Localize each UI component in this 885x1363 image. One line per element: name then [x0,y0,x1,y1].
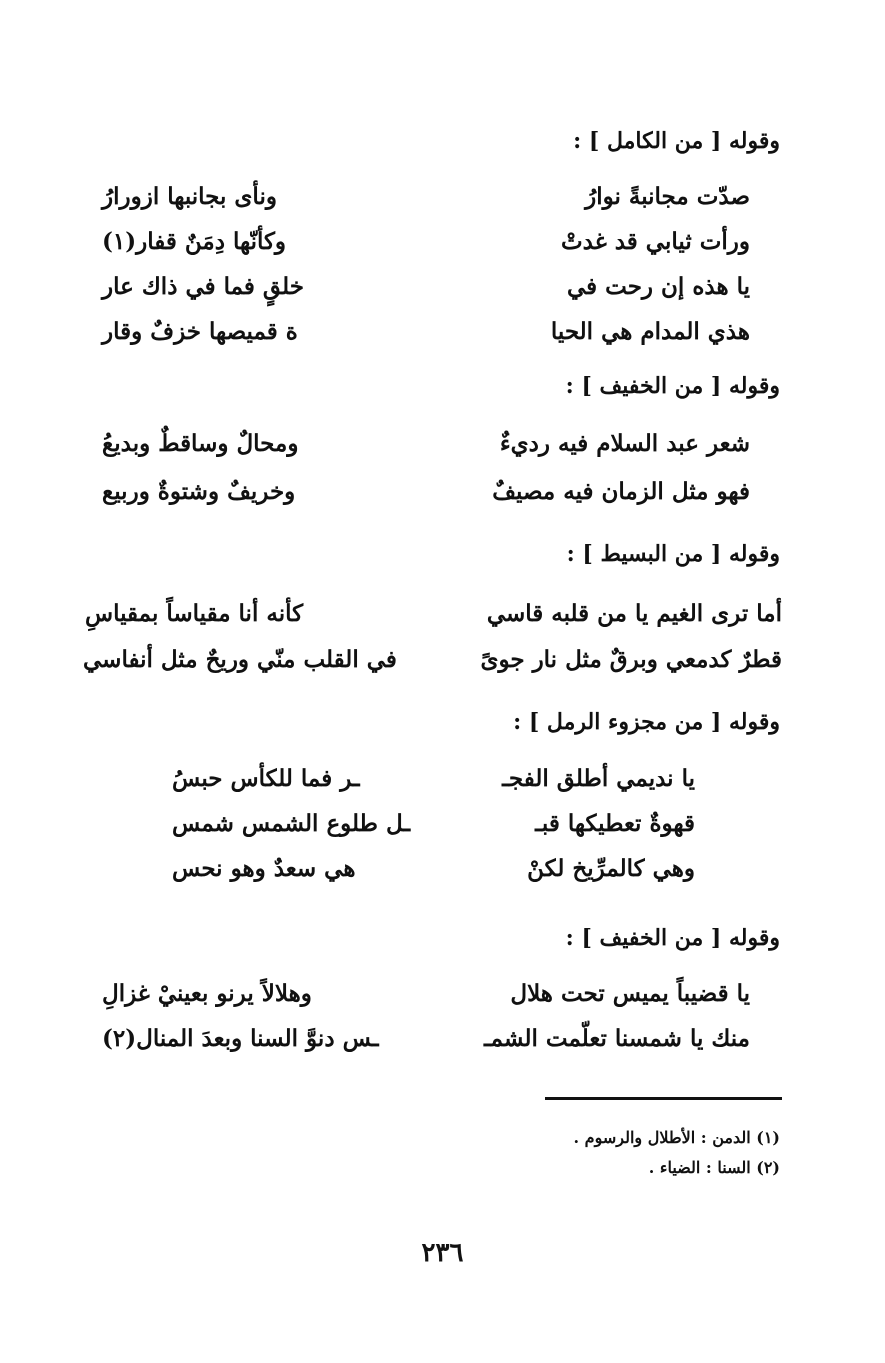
verse-3-1-hemistich-2: كأنه أنا مقياساً بمقياسِ [85,600,304,627]
verse-4-1-hemistich-1: يا نديمي أطلق الفجـ [502,765,695,792]
footnote-divider [545,1097,782,1100]
verse-1-3-hemistich-1: يا هذه إن رحت في [566,273,750,300]
verse-1-4-hemistich-1: هذي المدام هي الحيا [550,318,750,345]
verse-1-2-hemistich-2: وكأنّها دِمَنٌ قفار(١) [102,228,287,255]
section-3-intro: وقوله [ من البسيط ] : [566,541,780,567]
verse-2-1-hemistich-1: شعر عبد السلام فيه رديءٌ [499,430,750,457]
verse-3-2-hemistich-1: قطرٌ كدمعي وبرقٌ مثل نار جوىً [480,646,782,673]
verse-4-2-hemistich-2: ـل طلوع الشمس شمس [172,810,411,837]
verse-4-3-hemistich-2: هي سعدٌ وهو نحس [172,855,356,882]
verse-3-1-hemistich-1: أما ترى الغيم يا من قلبه قاسي [486,600,782,627]
verse-1-1-hemistich-2: ونأى بجانبها ازورارُ [102,183,277,210]
verse-2-2-hemistich-2: وخريفٌ وشتوةٌ وربيع [102,478,296,505]
verse-1-1-hemistich-1: صدّت مجانبةً نوارُ [585,183,750,210]
verse-4-2-hemistich-1: قهوةٌ تعطيكها قبـ [535,810,695,837]
section-4-intro: وقوله [ من مجزوء الرمل ] : [513,709,780,735]
verse-4-3-hemistich-1: وهي كالمرِّيخ لكنْ [527,855,695,882]
verse-5-1-hemistich-2: وهلالاً يرنو بعينيْ غزالِ [102,980,312,1007]
footnote-1: (١) الدمن : الأطلال والرسوم . [573,1128,780,1147]
verse-1-3-hemistich-2: خلقٍ فما في ذاك عار [102,273,304,300]
verse-2-2-hemistich-1: فهو مثل الزمان فيه مصيفٌ [492,478,750,505]
verse-3-2-hemistich-2: في القلب منّي وريحٌ مثل أنفاسي [83,646,397,673]
section-5-intro: وقوله [ من الخفيف ] : [565,925,780,951]
verse-1-4-hemistich-2: ة قميصها خزفٌ وقار [102,318,298,345]
verse-5-2-hemistich-2: ـس دنوَّ السنا وبعدَ المنال(٢) [102,1025,379,1052]
verse-1-2-hemistich-1: ورأت ثيابي قد غدتْ [560,228,750,255]
verse-5-2-hemistich-1: منك يا شمسنا تعلّمت الشمـ [483,1025,750,1052]
page-number: ٢٣٦ [421,1238,464,1268]
verse-2-1-hemistich-2: ومحالٌ وساقطٌ وبديعُ [102,430,299,457]
footnote-2: (٢) السنا : الضياء . [648,1158,780,1177]
verse-4-1-hemistich-2: ـر فما للكأس حبسُ [172,765,360,792]
section-2-intro: وقوله [ من الخفيف ] : [565,373,780,399]
verse-5-1-hemistich-1: يا قضيباً يميس تحت هلال [510,980,750,1007]
section-1-intro: وقوله [ من الكامل ] : [573,128,780,154]
